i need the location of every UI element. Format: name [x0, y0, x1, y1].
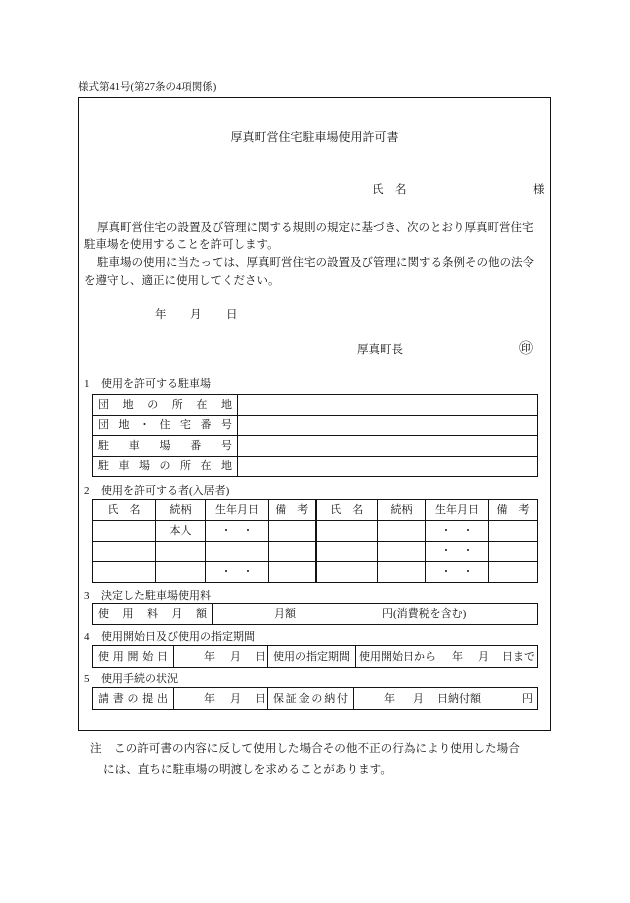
- paragraph1-line1: 厚真町営住宅の設置及び管理に関する規則の規定に基づき、次のとおり厚真町営住宅: [97, 222, 534, 234]
- birthdate-cell: ・ ・: [206, 562, 269, 583]
- issue-date-day: 日: [226, 309, 238, 321]
- label-cell: [93, 688, 174, 710]
- document-title: 厚真町営住宅駐車場使用許可書: [230, 130, 399, 144]
- birthdate-cell: ・ ・: [426, 520, 489, 541]
- remarks-cell: [269, 562, 316, 583]
- value-cell: [238, 436, 538, 457]
- deposit-area: [354, 689, 537, 709]
- parking-location-label: 駐車場の所在地: [98, 460, 232, 473]
- start-year-label: 年: [204, 650, 215, 663]
- procedure-status-table: [92, 687, 538, 710]
- table-row: [93, 456, 538, 477]
- paragraph2-line2: を遵守し、適正に使用してください。: [84, 275, 280, 287]
- deposit-day-amount-label: 日納付額: [437, 692, 481, 705]
- start-date-area: [174, 647, 267, 667]
- birthdate-cell: [206, 541, 269, 562]
- honorific-label: 様: [533, 184, 545, 196]
- deposit-cell: [354, 688, 538, 710]
- start-date-cell: [174, 646, 268, 668]
- label-cell: [93, 436, 238, 457]
- complex-location-label: 団地の所在地: [98, 398, 232, 411]
- deposit-yen-label: 円: [522, 692, 533, 705]
- name-cell: [316, 562, 378, 583]
- paragraph2-line1: 駐車場の使用に当たっては、厚真町営住宅の設置及び管理に関する条例その他の法令: [97, 257, 534, 269]
- monthly-amount-label: 月額: [274, 608, 296, 620]
- section1-number: 1: [84, 378, 90, 390]
- relationship-cell: [378, 541, 426, 562]
- remarks-cell: [489, 541, 538, 562]
- table-row: [93, 520, 538, 541]
- section3-number: 3: [84, 590, 90, 602]
- yen-tax-included-label: 円(消費税を含む): [382, 608, 467, 620]
- fee-value-area: [213, 604, 537, 624]
- label-cell: [268, 688, 354, 710]
- value-cell: [238, 456, 538, 477]
- table-row: [93, 436, 538, 457]
- name-label: 氏 名: [372, 184, 407, 196]
- header-birthdate: 生年月日: [206, 500, 269, 521]
- period-area: [356, 647, 537, 667]
- label-cell: [93, 415, 238, 436]
- value-cell: [238, 415, 538, 436]
- deposit-month-label: 月: [413, 692, 424, 705]
- period-until-label: 日まで: [502, 650, 535, 663]
- header-name: 氏 名: [316, 500, 378, 521]
- deposit-payment-label: 保証金の納付: [273, 692, 348, 705]
- header-remarks: 備 考: [269, 500, 316, 521]
- section3-heading: 決定した駐車場使用料: [101, 590, 211, 602]
- table-row: [93, 646, 538, 668]
- start-date-label: 使用開始日: [98, 650, 168, 663]
- name-cell: [93, 562, 156, 583]
- pledge-date-cell: [174, 688, 268, 710]
- relationship-cell: 本人: [156, 520, 206, 541]
- note-line2: には、直ちに駐車場の明渡しを求めることがあります。: [103, 763, 392, 776]
- period-from-label: 使用開始日から: [359, 650, 436, 663]
- parking-lot-table: [92, 394, 538, 477]
- value-cell: [213, 604, 538, 625]
- table-header-row: [93, 500, 538, 521]
- section2-heading: 使用を許可する者(入居者): [101, 485, 230, 497]
- relationship-cell: [156, 541, 206, 562]
- pledge-submission-label: 請書の提出: [98, 692, 168, 705]
- table-row: [93, 395, 538, 416]
- remarks-cell: [269, 541, 316, 562]
- pledge-day-label: 日: [255, 692, 266, 705]
- fee-table: [92, 603, 538, 625]
- pledge-date-area: [174, 689, 267, 709]
- period-year-label: 年: [452, 650, 463, 663]
- issue-date-month: 月: [190, 309, 202, 321]
- start-day-label: 日: [255, 650, 266, 663]
- table-row: [93, 541, 538, 562]
- header-birthdate: 生年月日: [426, 500, 489, 521]
- seal-icon: ㊞: [519, 342, 533, 357]
- birthdate-cell: ・ ・: [426, 541, 489, 562]
- remarks-cell: [269, 520, 316, 541]
- remarks-cell: [489, 520, 538, 541]
- deposit-year-label: 年: [384, 692, 395, 705]
- relationship-cell: [378, 520, 426, 541]
- issuer-name: 厚真町長: [357, 344, 403, 356]
- name-cell: [93, 520, 156, 541]
- start-month-label: 月: [230, 650, 241, 663]
- period-month-label: 月: [478, 650, 489, 663]
- table-row: [93, 688, 538, 710]
- name-cell: [316, 541, 378, 562]
- resident-table: [92, 499, 538, 583]
- note-line1: この許可書の内容に反して使用した場合その他不正の行為により使用した場合: [114, 742, 520, 755]
- label-cell: [93, 646, 174, 668]
- pledge-year-label: 年: [204, 692, 215, 705]
- complex-housing-number-label: 団地・住宅番号: [98, 419, 232, 432]
- table-row: [93, 604, 538, 625]
- section2-number: 2: [84, 485, 90, 497]
- section5-heading: 使用手続の状況: [101, 673, 178, 685]
- relationship-cell: [378, 562, 426, 583]
- section5-number: 5: [84, 673, 90, 685]
- table-row: [93, 415, 538, 436]
- header-remarks: 備 考: [489, 500, 538, 521]
- birthdate-cell: ・ ・: [426, 562, 489, 583]
- value-cell: [238, 395, 538, 416]
- start-period-table: [92, 645, 538, 668]
- header-relationship: 続柄: [378, 500, 426, 521]
- birthdate-cell: ・ ・: [206, 520, 269, 541]
- parking-number-label: 駐車場番号: [98, 439, 232, 452]
- remarks-cell: [489, 562, 538, 583]
- header-name: 氏 名: [93, 500, 156, 521]
- header-relationship: 続柄: [156, 500, 206, 521]
- pledge-month-label: 月: [230, 692, 241, 705]
- period-label: 使用の指定期間: [268, 646, 356, 668]
- form-number: 様式第41号(第27条の4項関係): [78, 82, 217, 93]
- period-cell: [356, 646, 538, 668]
- label-cell: [93, 456, 238, 477]
- name-cell: [316, 520, 378, 541]
- section4-number: 4: [84, 631, 90, 643]
- name-cell: [93, 541, 156, 562]
- section1-heading: 使用を許可する駐車場: [101, 378, 211, 390]
- paragraph1-line2: 駐車場を使用することを許可します。: [84, 239, 279, 251]
- issue-date-year: 年: [155, 309, 167, 321]
- section4-heading: 使用開始日及び使用の指定期間: [101, 631, 255, 643]
- label-cell: [93, 395, 238, 416]
- note-marker: 注: [90, 742, 102, 755]
- table-row: [93, 562, 538, 583]
- relationship-cell: [156, 562, 206, 583]
- label-cell: [93, 604, 213, 625]
- monthly-fee-label: 使用料月額: [98, 608, 207, 620]
